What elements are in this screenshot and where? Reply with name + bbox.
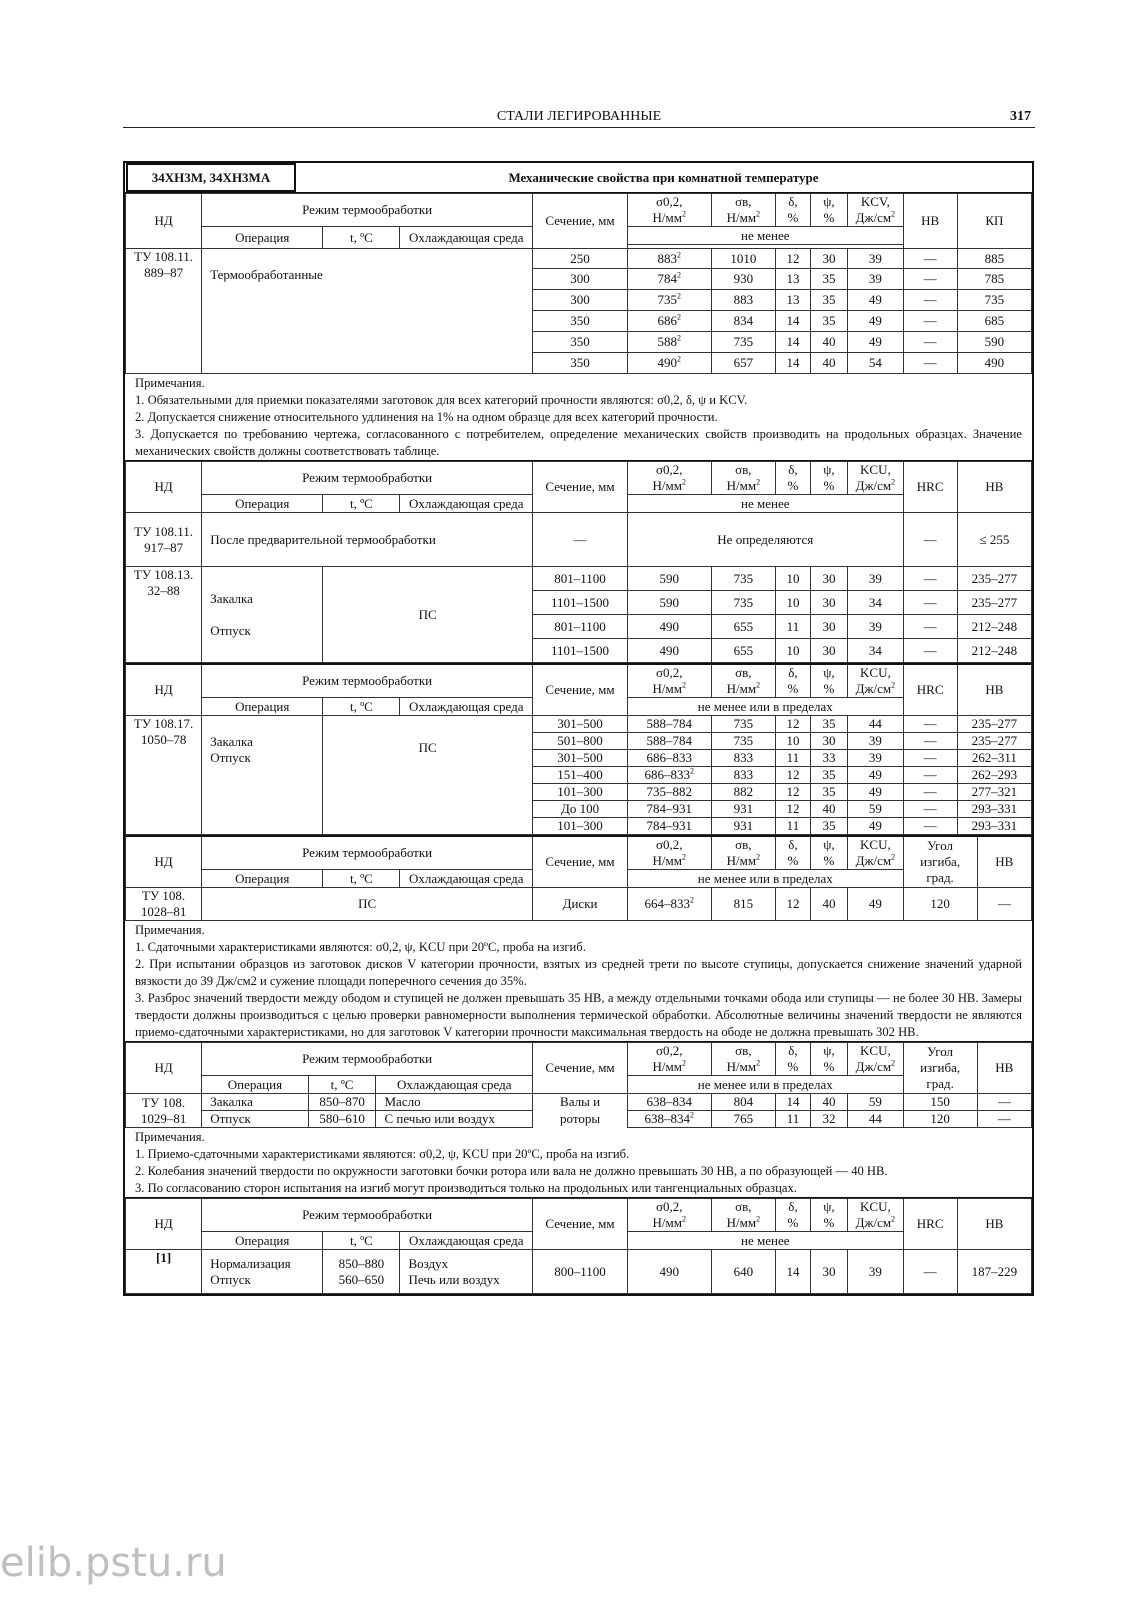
th-hb: НВ <box>957 664 1031 716</box>
cell: 39 <box>848 249 903 269</box>
operation-cell: Закалка Отпуск <box>202 567 323 663</box>
th-nd: НД <box>126 1199 202 1250</box>
th-cooling: Охлаждающая среда <box>400 1232 533 1250</box>
th-s02: σ0,2, $Н/мм^2$ <box>628 1199 712 1232</box>
cell: 262–311 <box>957 750 1031 767</box>
temp-cell: 850–880 560–650 <box>323 1250 400 1294</box>
th-hrc: HRC <box>903 1199 957 1250</box>
cell: 30 <box>810 249 848 269</box>
cell: 35 <box>810 716 848 733</box>
cell: 882 <box>711 784 776 801</box>
th-kcu: KCU, $Дж/см^2$ <box>848 1199 903 1232</box>
watermark: elib.pstu.ru <box>0 1540 227 1586</box>
table-6 <box>125 1198 1032 1294</box>
cell: 14 <box>776 332 810 353</box>
th-sv: σв, $Н/мм^2$ <box>711 194 776 227</box>
cell: $784^2$ <box>628 269 712 290</box>
cell: 815 <box>711 888 776 921</box>
cell: роторы <box>533 1111 628 1128</box>
cell: 735–882 <box>628 784 712 801</box>
cell: 212–248 <box>957 615 1031 639</box>
th-regime: Режим термообработки <box>202 664 533 698</box>
cell: $883^2$ <box>628 249 712 269</box>
nd-cell: ТУ 108. 1029–81 <box>126 1094 202 1128</box>
cell: 490 <box>628 639 712 663</box>
cell: 735 <box>711 567 776 591</box>
cell: 850–870 <box>308 1094 376 1111</box>
cell: 293–331 <box>957 818 1031 835</box>
th-hb: НВ <box>977 836 1031 888</box>
th-hrc: HRC <box>903 664 957 716</box>
cell: 501–800 <box>533 733 628 750</box>
cell: 44 <box>848 716 903 733</box>
cell: 33 <box>810 750 848 767</box>
th-min: не менее <box>628 1232 904 1250</box>
cell: 13 <box>776 290 810 311</box>
th-s02: σ0,2, $Н/мм^2$ <box>628 1043 712 1076</box>
cell: 350 <box>533 353 628 374</box>
cell: — <box>903 1250 957 1294</box>
cell: 40 <box>810 332 848 353</box>
cell: 1010 <box>711 249 776 269</box>
th-delta: δ, % <box>776 1199 810 1232</box>
th-kp: КП <box>957 194 1031 249</box>
cell: 12 <box>776 716 810 733</box>
cell: 1101–1500 <box>533 639 628 663</box>
th-temp: t, ºС <box>323 1232 400 1250</box>
cell: — <box>903 784 957 801</box>
cell: 350 <box>533 332 628 353</box>
th-temp: t, ºС <box>323 227 400 249</box>
th-s02: σ0,2, $Н/мм^2$ <box>628 462 712 495</box>
th-operation: Операция <box>202 1232 323 1250</box>
th-section: Сечение, мм <box>533 462 628 513</box>
cell: 59 <box>848 1094 903 1111</box>
cell: 262–293 <box>957 767 1031 784</box>
th-regime: Режим термообработки <box>202 462 533 495</box>
cell: 11 <box>776 818 810 835</box>
cell: 590 <box>957 332 1031 353</box>
cell: 834 <box>711 311 776 332</box>
th-section: Сечение, мм <box>533 1199 628 1250</box>
cell: 685 <box>957 311 1031 332</box>
cell: 35 <box>810 818 848 835</box>
th-regime: Режим термообработки <box>202 194 533 227</box>
cell: 49 <box>848 767 903 784</box>
operation-cell: После предварительной термообработки <box>202 513 533 567</box>
th-regime: Режим термообработки <box>202 836 533 870</box>
cell: $588^2$ <box>628 332 712 353</box>
th-nd: НД <box>126 664 202 716</box>
cell: 39 <box>848 1250 903 1294</box>
cell: — <box>533 513 628 567</box>
cell: 588–784 <box>628 716 712 733</box>
cell: — <box>903 311 957 332</box>
cooling-cell: ПС <box>323 716 533 835</box>
cell: 14 <box>776 1250 810 1294</box>
cell: 590 <box>628 591 712 615</box>
th-bend: Угол изгиба, град. <box>903 1043 977 1094</box>
cell: — <box>903 249 957 269</box>
cell: 39 <box>848 269 903 290</box>
cell: 49 <box>848 332 903 353</box>
cell: 235–277 <box>957 716 1031 733</box>
cell: 39 <box>848 567 903 591</box>
cell: 588–784 <box>628 733 712 750</box>
cell: Закалка <box>202 1094 308 1111</box>
cell: $686^2$ <box>628 311 712 332</box>
cell: 150 <box>903 1094 977 1111</box>
cell: 735 <box>957 290 1031 311</box>
table-5 <box>125 1042 1032 1128</box>
cell: 35 <box>810 311 848 332</box>
nd-cell: ТУ 108. 1028–81 <box>126 888 202 921</box>
cell: 235–277 <box>957 591 1031 615</box>
nd-cell: ТУ 108.13. 32–88 <box>126 567 202 663</box>
cell: 49 <box>848 311 903 332</box>
th-section: Сечение, мм <box>533 664 628 716</box>
cell: 40 <box>810 1094 848 1111</box>
cell: 300 <box>533 269 628 290</box>
cell: 11 <box>776 615 810 639</box>
th-cooling: Охлаждающая среда <box>400 227 533 249</box>
table-2 <box>125 461 1032 663</box>
cell: 784–931 <box>628 801 712 818</box>
cell: 931 <box>711 818 776 835</box>
cell: — <box>977 1111 1031 1128</box>
cell: $490^2$ <box>628 353 712 374</box>
cell: — <box>903 353 957 374</box>
cell: С печью или воздух <box>376 1111 533 1128</box>
properties-table-frame <box>123 161 1034 1296</box>
cell: 655 <box>711 639 776 663</box>
cell: 49 <box>848 784 903 801</box>
cell: 101–300 <box>533 784 628 801</box>
cell: 59 <box>848 801 903 818</box>
th-section: Сечение, мм <box>533 1043 628 1094</box>
cell: 804 <box>711 1094 776 1111</box>
th-delta: δ, % <box>776 836 810 870</box>
cell: 640 <box>711 1250 776 1294</box>
cell: 10 <box>776 567 810 591</box>
cell: 735 <box>711 716 776 733</box>
cell: 12 <box>776 888 810 921</box>
cell: 39 <box>848 750 903 767</box>
cell: — <box>977 888 1031 921</box>
cell: 833 <box>711 750 776 767</box>
th-cooling: Охлаждающая среда <box>400 495 533 513</box>
th-cooling: Охлаждающая среда <box>400 698 533 716</box>
cell: 490 <box>628 615 712 639</box>
th-hb: НВ <box>977 1043 1031 1094</box>
th-kcu: KCU, $Дж/см^2$ <box>848 664 903 698</box>
cell: 655 <box>711 615 776 639</box>
th-cooling: Охлаждающая среда <box>376 1076 533 1094</box>
cell: 885 <box>957 249 1031 269</box>
cell: 800–1100 <box>533 1250 628 1294</box>
cell: 120 <box>903 1111 977 1128</box>
cell: 35 <box>810 269 848 290</box>
cell: — <box>903 269 957 290</box>
th-kcu: KCU, $Дж/см^2$ <box>848 1043 903 1076</box>
cell: — <box>903 567 957 591</box>
th-kcv: KCV, $Дж/см^2$ <box>848 194 903 227</box>
cell: 14 <box>776 311 810 332</box>
cell: — <box>903 513 957 567</box>
running-title: СТАЛИ ЛЕГИРОВАННЫЕ <box>496 109 662 124</box>
notes-3: Примечания. 1. Приемо-сдаточными характеристиками являются: σ0,2, ψ, KCU при 20ºС, проба на изгиб. 2. Колебания значений твердости по окружности заготовки бочки ротора или вала не должно превышать 30 НВ, а по образующей — 40 НВ. 3. По согласованию сторон испытания на изгиб могут производиться только на продольных или тангенциальных образцах. <box>125 1128 1032 1198</box>
cell: — <box>903 818 957 835</box>
steel-grade: 34ХН3М, 34ХН3МА <box>126 163 296 192</box>
cell: 735 <box>711 733 776 750</box>
th-operation: Операция <box>202 870 323 888</box>
nd-cell: ТУ 108.11. 889–87 <box>126 249 202 374</box>
nd-cell: [1] <box>126 1250 202 1294</box>
th-nd: НД <box>126 836 202 888</box>
cell: 30 <box>810 733 848 750</box>
th-min: не менее <box>628 495 904 513</box>
th-sv: σв, $Н/мм^2$ <box>711 664 776 698</box>
th-s02: σ0,2, $Н/мм^2$ <box>628 836 712 870</box>
th-delta: δ, % <box>776 462 810 495</box>
cell: 735 <box>711 332 776 353</box>
cell: 49 <box>848 290 903 311</box>
cell: — <box>903 615 957 639</box>
th-psi: ψ, % <box>810 836 848 870</box>
cell: 39 <box>848 615 903 639</box>
cell: 11 <box>776 750 810 767</box>
cell: 931 <box>711 801 776 818</box>
cell: 54 <box>848 353 903 374</box>
cell: 590 <box>628 567 712 591</box>
cell: Не определяются <box>628 513 904 567</box>
nd-cell: ТУ 108.11. 917–87 <box>126 513 202 567</box>
cell: 14 <box>776 1094 810 1111</box>
cell: 13 <box>776 269 810 290</box>
cell: 151–400 <box>533 767 628 784</box>
cell: 235–277 <box>957 567 1031 591</box>
cell: 735 <box>711 591 776 615</box>
th-kcu: KCU, $Дж/см^2$ <box>848 836 903 870</box>
cell: 30 <box>810 615 848 639</box>
cell: $664-833^2$ <box>628 888 712 921</box>
cell: 883 <box>711 290 776 311</box>
cell: — <box>903 591 957 615</box>
cell: 49 <box>848 888 903 921</box>
cell: — <box>903 639 957 663</box>
notes-2: Примечания. 1. Сдаточными характеристиками являются: σ0,2, ψ, KCU при 20ºС, проба на изгиб. 2. При испытании образцов из заготовок дисков V категории прочности, взятых из средней трети по высоте ступицы, допускается снижение значений ударной вязкости до 39 Дж/см2 и сужение площади поперечного сечения до 35%. 3. Разброс значений твердости между ободом и ступицей не должен превышать 35 НВ, а между отдельными точками обода или ступицы — не более 30 НВ. Замеры твердости должны производиться с целью проверки равномерности выполнения термической обработки. Абсолютные величины значений твердости не являются приемо-сдаточными характеристиками, но для заготовок V категории прочности максимальная твердость на ободе не должна превышать 302 НВ. <box>125 921 1032 1042</box>
operation-cell: Закалка Отпуск <box>202 716 323 835</box>
cell: 101–300 <box>533 818 628 835</box>
cell: — <box>903 801 957 818</box>
cell: 10 <box>776 733 810 750</box>
th-min: не менее <box>628 227 904 245</box>
cell: 44 <box>848 1111 903 1128</box>
cell: 638–834 <box>628 1094 712 1111</box>
cell: — <box>903 733 957 750</box>
cell: $638-834^2$ <box>628 1111 712 1128</box>
cell: 34 <box>848 591 903 615</box>
th-delta: δ, % <box>776 194 810 227</box>
th-s02: σ0,2, $Н/мм^2$ <box>628 664 712 698</box>
cooling-cell: ПС <box>202 888 533 921</box>
cooling-cell: Воздух Печь или воздух <box>400 1250 533 1294</box>
th-delta: δ, % <box>776 664 810 698</box>
cell: Валы и <box>533 1094 628 1111</box>
th-hb: НВ <box>957 462 1031 513</box>
cell: 801–1100 <box>533 615 628 639</box>
cell: 301–500 <box>533 716 628 733</box>
th-operation: Операция <box>202 698 323 716</box>
nd-cell: ТУ 108.17. 1050–78 <box>126 716 202 835</box>
page-number: 317 <box>1010 109 1031 124</box>
cell: 30 <box>810 1250 848 1294</box>
cell: 30 <box>810 591 848 615</box>
th-temp: t, ºС <box>323 495 400 513</box>
cell: 10 <box>776 591 810 615</box>
th-min-range: не менее или в пределах <box>628 870 904 888</box>
cell: 801–1100 <box>533 567 628 591</box>
th-psi: ψ, % <box>810 194 848 227</box>
cell: До 100 <box>533 801 628 818</box>
cell: 235–277 <box>957 733 1031 750</box>
th-temp: t, ºС <box>323 870 400 888</box>
operation-cell: Термообработанные <box>202 249 533 374</box>
th-temp: t, ºС <box>323 698 400 716</box>
cell: 490 <box>957 353 1031 374</box>
th-operation: Операция <box>202 227 323 249</box>
cell: 657 <box>711 353 776 374</box>
cell: 35 <box>810 784 848 801</box>
th-sv: σв, $Н/мм^2$ <box>711 462 776 495</box>
section-title: Механические свойства при комнатной температуре <box>508 170 819 185</box>
cell: 32 <box>810 1111 848 1128</box>
cell: 784–931 <box>628 818 712 835</box>
cell: 30 <box>810 639 848 663</box>
operation-cell: Нормализация Отпуск <box>202 1250 323 1294</box>
cell: 490 <box>628 1250 712 1294</box>
th-regime: Режим термообработки <box>202 1043 533 1076</box>
th-psi: ψ, % <box>810 664 848 698</box>
cell: $686-833^2$ <box>628 767 712 784</box>
cell: 12 <box>776 767 810 784</box>
cell: 30 <box>810 567 848 591</box>
th-psi: ψ, % <box>810 462 848 495</box>
cell: 187–229 <box>957 1250 1031 1294</box>
cell: Отпуск <box>202 1111 308 1128</box>
th-psi: ψ, % <box>810 1043 848 1076</box>
cell: — <box>903 767 957 784</box>
cell: 833 <box>711 767 776 784</box>
cell: 293–331 <box>957 801 1031 818</box>
cell: 250 <box>533 249 628 269</box>
th-sv: σв, $Н/мм^2$ <box>711 836 776 870</box>
th-nd: НД <box>126 194 202 249</box>
table-1 <box>125 193 1032 374</box>
cell: 40 <box>810 888 848 921</box>
th-operation: Операция <box>202 495 323 513</box>
cell: 930 <box>711 269 776 290</box>
cell: 580–610 <box>308 1111 376 1128</box>
th-sv: σв, $Н/мм^2$ <box>711 1043 776 1076</box>
cell: 277–321 <box>957 784 1031 801</box>
th-nd: НД <box>126 462 202 513</box>
th-delta: δ, % <box>776 1043 810 1076</box>
th-s02: σ0,2, $Н/мм^2$ <box>628 194 712 227</box>
th-hrc: HRC <box>903 462 957 513</box>
th-bend: Угол изгиба, град. <box>903 836 977 888</box>
th-operation: Операция <box>202 1076 308 1094</box>
cell: 120 <box>903 888 977 921</box>
cell: 350 <box>533 311 628 332</box>
th-section: Сечение, мм <box>533 836 628 888</box>
cell: — <box>903 716 957 733</box>
cell: 686–833 <box>628 750 712 767</box>
th-min-range: не менее или в пределах <box>628 1076 904 1094</box>
cell: — <box>903 290 957 311</box>
cell: 765 <box>711 1111 776 1128</box>
cell: 40 <box>810 353 848 374</box>
cell: 301–500 <box>533 750 628 767</box>
cell: Диски <box>533 888 628 921</box>
cell: 785 <box>957 269 1031 290</box>
cell: 300 <box>533 290 628 311</box>
th-hb: НВ <box>903 194 957 249</box>
cell: 12 <box>776 784 810 801</box>
th-cooling: Охлаждающая среда <box>400 870 533 888</box>
cell: 12 <box>776 801 810 818</box>
cell: 212–248 <box>957 639 1031 663</box>
th-kcu: KCU, $Дж/см^2$ <box>848 462 903 495</box>
th-nd: НД <box>126 1043 202 1094</box>
cooling-cell: ПС <box>323 567 533 663</box>
cell: 49 <box>848 818 903 835</box>
cell: ≤ 255 <box>957 513 1031 567</box>
table-3 <box>125 663 1032 835</box>
cell: 1101–1500 <box>533 591 628 615</box>
th-temp: t, ºС <box>308 1076 376 1094</box>
table-title-bar <box>125 163 1032 193</box>
cell: — <box>977 1094 1031 1111</box>
th-psi: ψ, % <box>810 1199 848 1232</box>
th-hb: НВ <box>957 1199 1031 1250</box>
cell: 39 <box>848 733 903 750</box>
cell: 14 <box>776 353 810 374</box>
th-section: Сечение, мм <box>533 194 628 249</box>
cell: — <box>903 750 957 767</box>
cell: 10 <box>776 639 810 663</box>
cell: Масло <box>376 1094 533 1111</box>
cell: 35 <box>810 767 848 784</box>
cell: 40 <box>810 801 848 818</box>
cell: — <box>903 332 957 353</box>
cell: 34 <box>848 639 903 663</box>
th-sv: σв, $Н/мм^2$ <box>711 1199 776 1232</box>
cell: 35 <box>810 290 848 311</box>
cell: 11 <box>776 1111 810 1128</box>
running-header <box>123 107 1035 128</box>
th-min-range: не менее или в пределах <box>628 698 904 716</box>
table-4 <box>125 835 1032 921</box>
th-regime: Режим термообработки <box>202 1199 533 1232</box>
cell: $735^2$ <box>628 290 712 311</box>
cell: 12 <box>776 249 810 269</box>
notes-1: Примечания. 1. Обязательными для приемки показателями заготовок для всех категорий прочности являются: σ0,2, δ, ψ и KCV. 2. Допускается снижение относительного удлинения на 1% на одном образце для всех категорий прочности. 3. Допускается по требованию чертежа, согласованного с потребителем, определение механических свойств производить на продольных образцах. Значение механических свойств должны соответствовать таблице. <box>125 374 1032 461</box>
